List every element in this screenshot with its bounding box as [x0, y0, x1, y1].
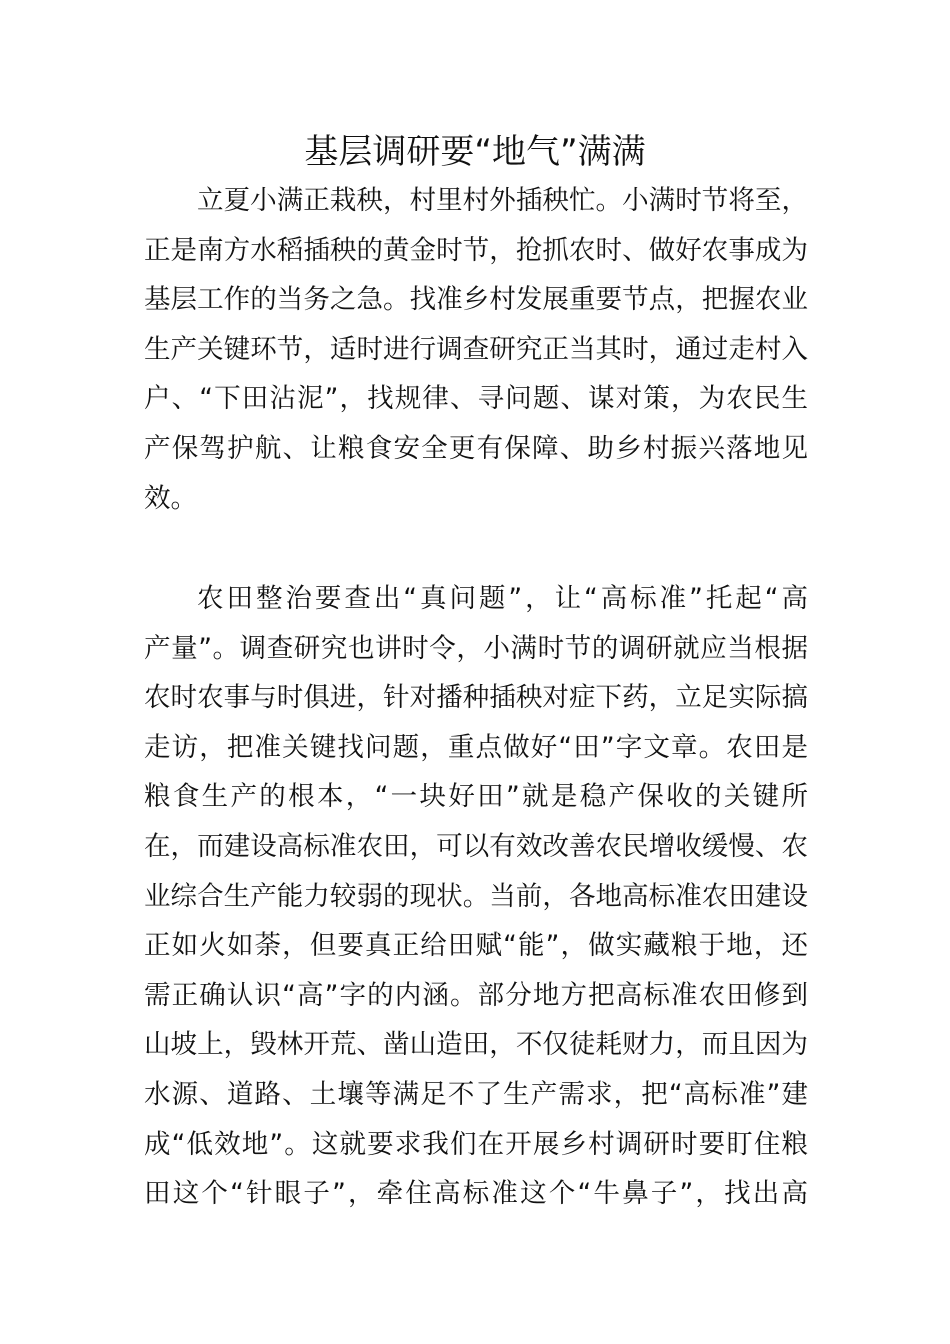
text-line: 立夏小满正栽秧，村里村外插秧忙。小满时节将至，	[197, 185, 808, 216]
text-line: 在，而建设高标准农田，可以有效改善农民增收缓慢、农	[144, 830, 808, 862]
text-line: 农时农事与时俱进，针对播种插秧对症下药，立足实际搞	[144, 682, 808, 714]
text-line: 产量”。调查研究也讲时令，小满时节的调研就应当根据	[144, 632, 808, 664]
text-line: 粮食生产的根本，“一块好田”就是稳产保收的关键所	[144, 781, 808, 813]
text-line: 效。	[144, 482, 197, 514]
page-title: 基层调研要“地气”满满	[304, 132, 646, 172]
text-line: 生产关键环节，适时进行调查研究正当其时，通过走村入	[144, 333, 808, 365]
text-line: 基层工作的当务之急。找准乡村发展重要节点，把握农业	[144, 284, 808, 316]
paragraph-farmland	[144, 574, 808, 1219]
paragraph-intro	[144, 176, 808, 523]
text-line: 需正确认识“高”字的内涵。部分地方把高标准农田修到	[144, 979, 808, 1011]
text-line: 走访，把准关键找问题，重点做好“田”字文章。农田是	[144, 731, 808, 763]
text-line: 产保驾护航、让粮食安全更有保障、助乡村振兴落地见	[144, 432, 808, 464]
text-line: 农田整治要查出“真问题”，让“高标准”托起“高	[197, 583, 808, 614]
text-line: 成“低效地”。这就要求我们在开展乡村调研时要盯住粮	[144, 1128, 808, 1160]
text-line: 户、“下田沾泥”，找规律、寻问题、谋对策，为农民生	[144, 383, 808, 415]
text-line: 正是南方水稻插秧的黄金时节，抢抓农时、做好农事成为	[144, 234, 808, 266]
text-line: 正如火如荼，但要真正给田赋“能”，做实藏粮于地，还	[144, 930, 808, 962]
text-line: 山坡上，毁林开荒、凿山造田，不仅徒耗财力，而且因为	[144, 1029, 808, 1061]
text-line: 田这个“针眼子”，牵住高标准这个“牛鼻子”，找出高	[144, 1178, 808, 1210]
text-line: 业综合生产能力较弱的现状。当前，各地高标准农田建设	[144, 880, 808, 912]
text-line: 水源、道路、土壤等满足不了生产需求，把“高标准”建	[144, 1078, 808, 1110]
